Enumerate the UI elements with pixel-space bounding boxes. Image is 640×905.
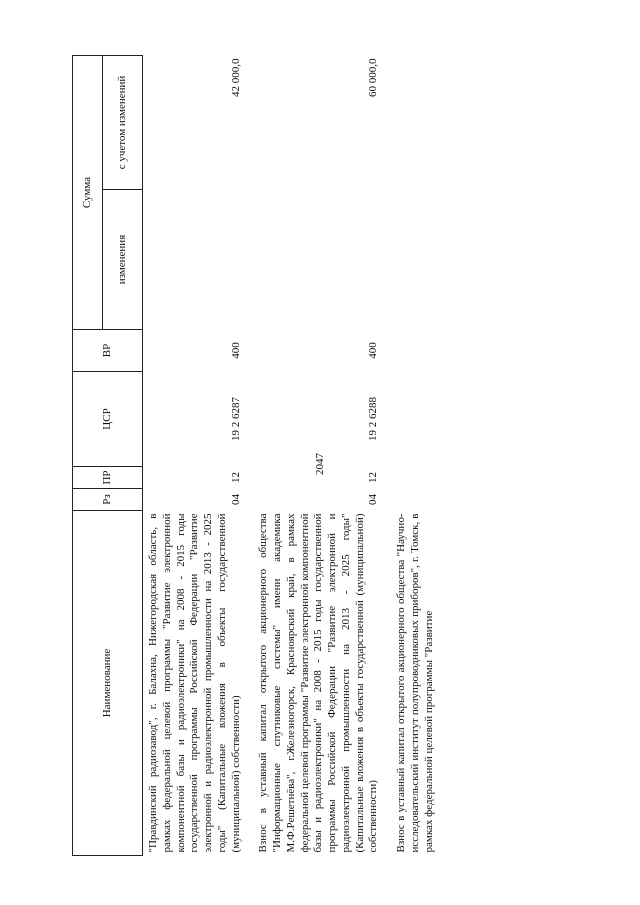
row-pr: 12: [229, 472, 242, 483]
row-vr: [391, 330, 446, 372]
page-number: 2047: [314, 453, 326, 475]
row-csr: 19 2 6288: [367, 397, 380, 441]
header-pr: ПР: [73, 467, 143, 489]
table-row: [391, 56, 446, 856]
header-change: изменения: [103, 190, 143, 330]
row-vr: 400: [367, 342, 380, 359]
row-rz: 04: [367, 494, 380, 505]
row-total: 60 000,0: [367, 58, 380, 97]
header-vr: ВР: [73, 330, 143, 372]
row-csr: 19 2 6287: [229, 397, 242, 441]
row-total: [391, 56, 446, 190]
rotated-table-container: [72, 56, 592, 856]
row-pr: 12: [367, 472, 380, 483]
header-sum: Сумма: [73, 56, 103, 330]
row-name: Взнос в уставный капитал открытого акционерного общества "Информационные спутниковые системы" имени академика М.Ф.Решетнёва", г.Железногорск, Красноярский край, в рамках федеральной целевой программы "Развитие электронной компонентной базы и радиоэлектроники" на 2008 - 2015 годы государственной программы Российской Федерации "Развитие электронной и радиоэлектронной промышленности на 2013 - 2025 годы" (Капитальные вложения в объекты государственной (муниципальной) собственности): [257, 513, 380, 853]
row-name: Взнос в уставный капитал открытого акционерного общества "Научно-исследовательский институт полупроводниковых приборов", г. Томск, в рамках федеральной целевой программы "Развитие: [395, 513, 435, 853]
row-name: "Правдинский радиозавод", г. Балахна, Нижегородская область, в рамках федеральной целевой программы "Развитие электронной компонентной базы и радиоэлектроники" на 2008 - 2015 годы государственной программы Российской Федерации "Развитие электронной и радиоэлектронной промышленности на 2013 - 2025 годы" (Капитальные вложения в объекты государственной (муниципальной) собственности): [147, 513, 242, 853]
table-row: [143, 56, 254, 856]
header-with-change: с учетом изменений: [103, 56, 143, 190]
header-name: Наименование: [73, 511, 143, 856]
header-csr: ЦСР: [73, 372, 143, 467]
row-total: 42 000,0: [229, 58, 242, 97]
row-change: [143, 190, 254, 330]
row-pr: [391, 467, 446, 489]
row-change: [391, 190, 446, 330]
table-header: [73, 56, 143, 856]
row-change: [253, 190, 391, 330]
row-rz: 04: [229, 494, 242, 505]
row-csr: [391, 372, 446, 467]
row-rz: [391, 489, 446, 511]
budget-table: [72, 55, 446, 856]
table-row: [253, 56, 391, 856]
header-rz: Рз: [73, 489, 143, 511]
row-vr: 400: [229, 342, 242, 359]
